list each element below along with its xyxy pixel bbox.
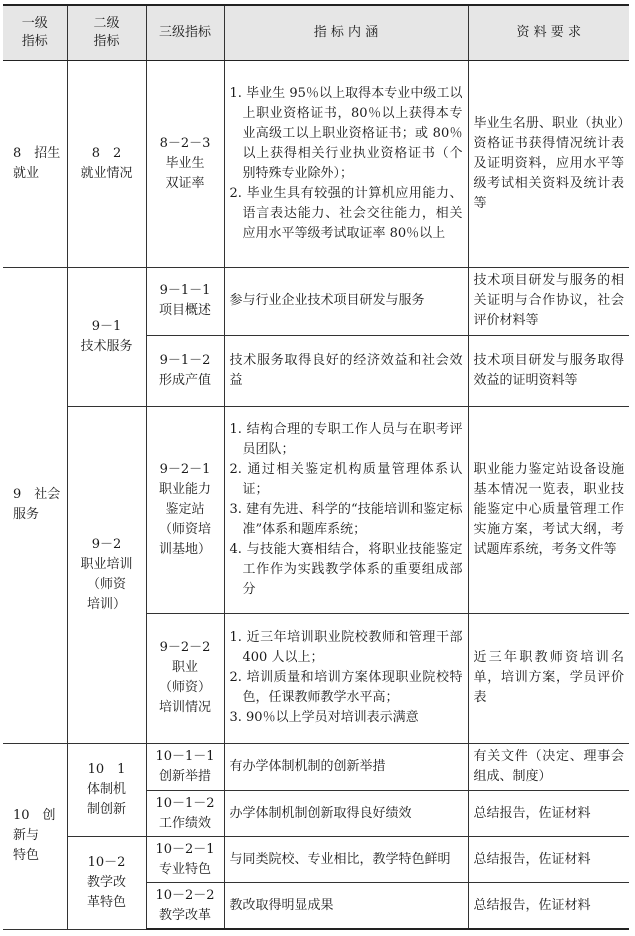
- indicator-content: [224, 60, 468, 267]
- indicator-name: 专业特色: [158, 861, 211, 877]
- data-requirement: 有关文件（决定、理事会组成、制度）: [468, 744, 629, 791]
- content-text: 教改取得明显成果: [229, 897, 334, 913]
- indicator-content: [224, 883, 468, 930]
- column-header: 一级 指标: [3, 5, 67, 60]
- level1-indicator: 9 社会 服务: [3, 267, 67, 744]
- content-item: 4. 与技能大赛相结合，将职业技能鉴定工作作为实践教学体系的重要组成部分: [229, 541, 463, 597]
- level3-indicator: [146, 791, 224, 837]
- content-text: 参与行业企业技术项目研发与服务: [229, 293, 425, 309]
- indicator-content: [224, 791, 468, 837]
- content-item: 2. 通过相关鉴定机构质量管理体系认证；: [229, 461, 463, 497]
- content-text: 与同类院校、专业相比，教学特色鲜明: [229, 851, 451, 867]
- column-header: 资 料 要 求: [468, 5, 629, 60]
- level2-indicator: 10 1 体制机 制创新: [67, 744, 146, 837]
- content-text: 有办学体制机制的创新举措: [229, 759, 386, 775]
- indicator-code: 9－1－1: [159, 283, 211, 299]
- level3-indicator: [146, 336, 224, 406]
- table-row: [3, 837, 629, 883]
- level3-indicator: [146, 613, 224, 744]
- data-requirement: 近三年职教师资培训名单，培训方案，学员评价表: [468, 613, 629, 744]
- indicator-code: 10－1－2: [155, 795, 215, 811]
- level2-indicator: 9－1 技术服务: [67, 267, 146, 406]
- data-requirement: 总结报告，佐证材料: [468, 837, 629, 883]
- level3-indicator: [146, 837, 224, 883]
- table-row: [3, 267, 629, 335]
- data-requirement: 毕业生名册、职业（执业）资格证书获得情况统计表及证明资料，应用水平等级考试相关资料及统计表等: [468, 60, 629, 267]
- header-row: [3, 5, 629, 60]
- indicator-content: [224, 613, 468, 744]
- table-row: [3, 744, 629, 791]
- level1-indicator: 8 招生 就业: [3, 60, 67, 267]
- level3-indicator: [146, 883, 224, 930]
- level3-indicator: [146, 406, 224, 613]
- content-item: 2. 毕业生具有较强的计算机应用能力、语言表达能力、社会交往能力，相关应用水平等级考试取证率 80％以上: [229, 185, 463, 241]
- indicator-name: 教学改革: [158, 907, 211, 923]
- data-requirement: 总结报告，佐证材料: [468, 791, 629, 837]
- indicator-content: [224, 744, 468, 791]
- level1-indicator: 10 创 新与 特色: [3, 744, 67, 929]
- indicator-name: 职业能力 鉴定站 （师资培 训基地）: [158, 481, 211, 557]
- level2-indicator: 10－2 教学改 革特色: [67, 837, 146, 929]
- content-text: 技术服务取得良好的经济效益和社会效益: [229, 352, 463, 388]
- level3-indicator: [146, 267, 224, 335]
- indicator-code: 9－2－2: [159, 640, 211, 656]
- indicator-code: 10－2－2: [155, 887, 215, 903]
- indicator-code: 10－2－1: [155, 841, 215, 857]
- indicator-code: 9－1－2: [159, 352, 211, 368]
- level3-indicator: [146, 744, 224, 791]
- table-row: [3, 60, 629, 267]
- table-body: [3, 5, 629, 929]
- data-requirement: 技术项目研发与服务的相关证明与合作协议，社会评价材料等: [468, 267, 629, 335]
- indicator-name: 项目概述: [158, 303, 211, 319]
- content-item: 1. 结构合理的专职工作人员与在职考评员团队；: [229, 421, 463, 457]
- table-row: [3, 406, 629, 613]
- data-requirement: 技术项目研发与服务取得效益的证明资料等: [468, 336, 629, 406]
- content-item: 2. 培训质量和培训方案体现职业院校特色，任课教师教学水平高；: [229, 670, 463, 706]
- data-requirement: 总结报告，佐证材料: [468, 883, 629, 930]
- indicator-content: [224, 837, 468, 883]
- column-header: 二级 指标: [67, 5, 146, 60]
- content-item: 3. 建有先进、科学的“技能培训和鉴定标准”体系和题库系统；: [229, 501, 463, 537]
- content-text: 办学体制机制创新取得良好绩效: [229, 805, 412, 821]
- column-header: 三级指标: [146, 5, 224, 60]
- level2-indicator: 8 2 就业情况: [67, 60, 146, 267]
- indicator-name: 工作绩效: [158, 815, 211, 831]
- data-requirement: 职业能力鉴定站设备设施基本情况一览表，职业技能鉴定中心质量管理工作实施方案，考试大纲，考试题库系统，考务文件等: [468, 406, 629, 613]
- indicator-name: 创新举措: [158, 769, 211, 785]
- indicator-code: 9－2－1: [159, 461, 211, 477]
- column-header: 指 标 内 涵: [224, 5, 468, 60]
- indicator-table: [3, 4, 629, 930]
- indicator-content: [224, 336, 468, 406]
- content-item: 1. 近三年培训职业院校教师和管理干部 400 人以上；: [229, 630, 463, 666]
- content-item: 1. 毕业生 95％以上取得本专业中级工以上职业资格证书，80％以上获得本专业高级工以上职业资格证书；或 80％以上获得相关行业执业资格证书（个别特殊专业除外）；: [229, 85, 463, 181]
- indicator-code: 8－2－3: [159, 135, 211, 151]
- indicator-name: 形成产值: [158, 372, 211, 388]
- indicator-name: 毕业生 双证率: [165, 155, 205, 191]
- indicator-code: 10－1－1: [155, 749, 215, 765]
- indicator-content: [224, 267, 468, 335]
- indicator-content: [224, 406, 468, 613]
- level2-indicator: 9－2 职业培训 （师资 培训）: [67, 406, 146, 744]
- indicator-name: 职业 （师资） 培训情况: [158, 660, 211, 716]
- content-item: 3. 90％以上学员对培训表示满意: [229, 710, 419, 726]
- level3-indicator: [146, 60, 224, 267]
